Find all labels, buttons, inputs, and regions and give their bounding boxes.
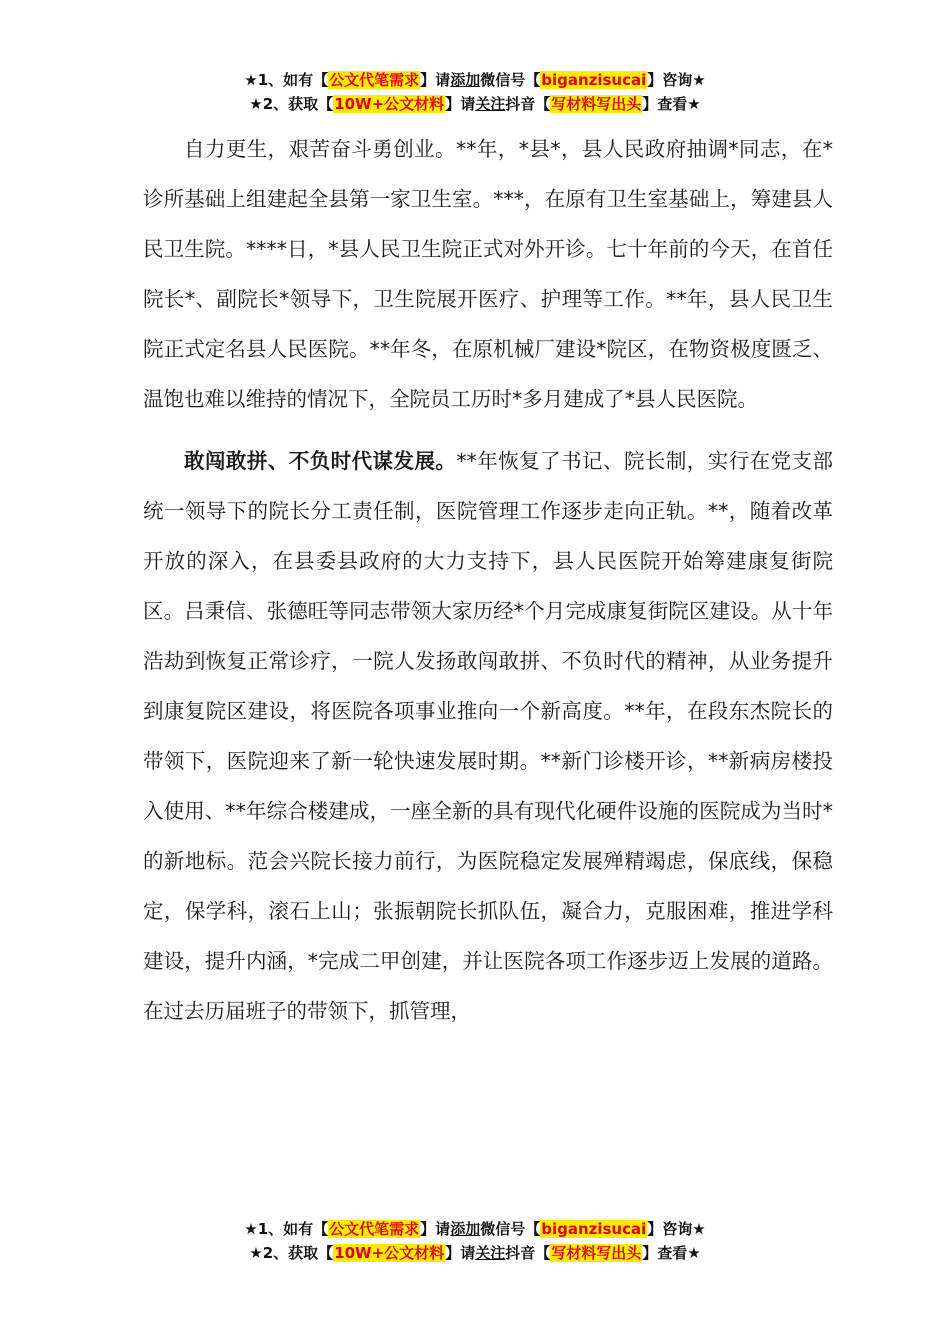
banner-text: 微信号【 <box>480 71 541 89</box>
highlight-douyin-account: 写材料写出头 <box>551 95 642 113</box>
banner-text: 微信号【 <box>480 1220 541 1238</box>
banner-text: ★2、获取【 <box>249 95 334 113</box>
banner-text: 】请 <box>420 1220 451 1238</box>
banner-text: 】咨询★ <box>647 71 706 89</box>
banner-line-1 <box>0 1217 950 1241</box>
banner-text: ★2、获取【 <box>249 1244 334 1262</box>
banner-text: ★1、如有【 <box>244 71 329 89</box>
paragraph-1: 自力更生，艰苦奋斗勇创业。**年，*县*，县人民政府抽调*同志，在*诊所基础上组建起全县第一家卫生室。***，在原有卫生室基础上，筹建县人民卫生院。****日，*县人民卫生院正式对外开诊。七十年前的今天，在首任院长*、副院长*领导下，卫生院展开医疗、护理等工作。**年，县人民卫生院正式定名县人民医院。**年冬，在原机械厂建设*院区，在物资极度匮乏、温饱也难以维持的情况下，全院员工历时*多月建成了*县人民医院。 <box>143 137 833 411</box>
underlined-follow: 关注 <box>475 95 506 113</box>
banner-text: 】咨询★ <box>647 1220 706 1238</box>
banner-text: 抖音【 <box>505 1244 551 1262</box>
underlined-follow: 关注 <box>475 1244 506 1262</box>
highlight-wechat-id: biganzisucai <box>541 1220 647 1238</box>
paragraph-2 <box>143 436 833 1036</box>
banner-text: 】查看★ <box>642 1244 701 1262</box>
banner-text: 】请 <box>445 95 476 113</box>
banner-line-2 <box>0 92 950 116</box>
underlined-add: 添加 <box>450 71 481 89</box>
promo-banner-top <box>0 68 950 116</box>
highlight-wechat-id: biganzisucai <box>541 71 647 89</box>
banner-text: 】请 <box>445 1244 476 1262</box>
document-body <box>143 124 833 1036</box>
highlight-douyin-account: 写材料写出头 <box>551 1244 642 1262</box>
highlight-service: 公文代笔需求 <box>329 71 420 89</box>
underlined-add: 添加 <box>450 1220 481 1238</box>
banner-text: 抖音【 <box>505 95 551 113</box>
banner-text: ★1、如有【 <box>244 1220 329 1238</box>
paragraph-body: **年恢复了书记、院长制，实行在党支部统一领导下的院长分工责任制，医院管理工作逐步走向正轨。**，随着改革开放的深入，在县委县政府的大力支持下，县人民医院开始筹建康复街院区。吕秉信、张德旺等同志带领大家历经*个月完成康复街院区建设。从十年浩劫到恢复正常诊疗，一院人发扬敢闯敢拼、不负时代的精神，从业务提升到康复院区建设，将医院各项事业推向一个新高度。**年，在段东杰院长的带领下，医院迎来了新一轮快速发展时期。**新门诊楼开诊，**新病房楼投入使用、**年综合楼建成，一座全新的具有现代化硬件设施的医院成为当时*的新地标。范会兴院长接力前行，为医院稳定发展殚精竭虑，保底线，保稳定，保学科，滚石上山；张振朝院长抓队伍，凝合力，克服困难，推进学科建设，提升内涵，*完成二甲创建，并让医院各项工作逐步迈上发展的道路。在过去历届班子的带领下，抓管理， <box>143 449 834 1023</box>
banner-text: 】查看★ <box>642 95 701 113</box>
banner-line-2 <box>0 1241 950 1265</box>
banner-text: 】请 <box>420 71 451 89</box>
highlight-service: 公文代笔需求 <box>329 1220 420 1238</box>
highlight-materials: 10W+公文材料 <box>334 1244 445 1262</box>
paragraph-lead: 敢闯敢拼、不负时代谋发展。 <box>184 449 457 473</box>
promo-banner-bottom <box>0 1217 950 1265</box>
banner-line-1 <box>0 68 950 92</box>
highlight-materials: 10W+公文材料 <box>334 95 445 113</box>
